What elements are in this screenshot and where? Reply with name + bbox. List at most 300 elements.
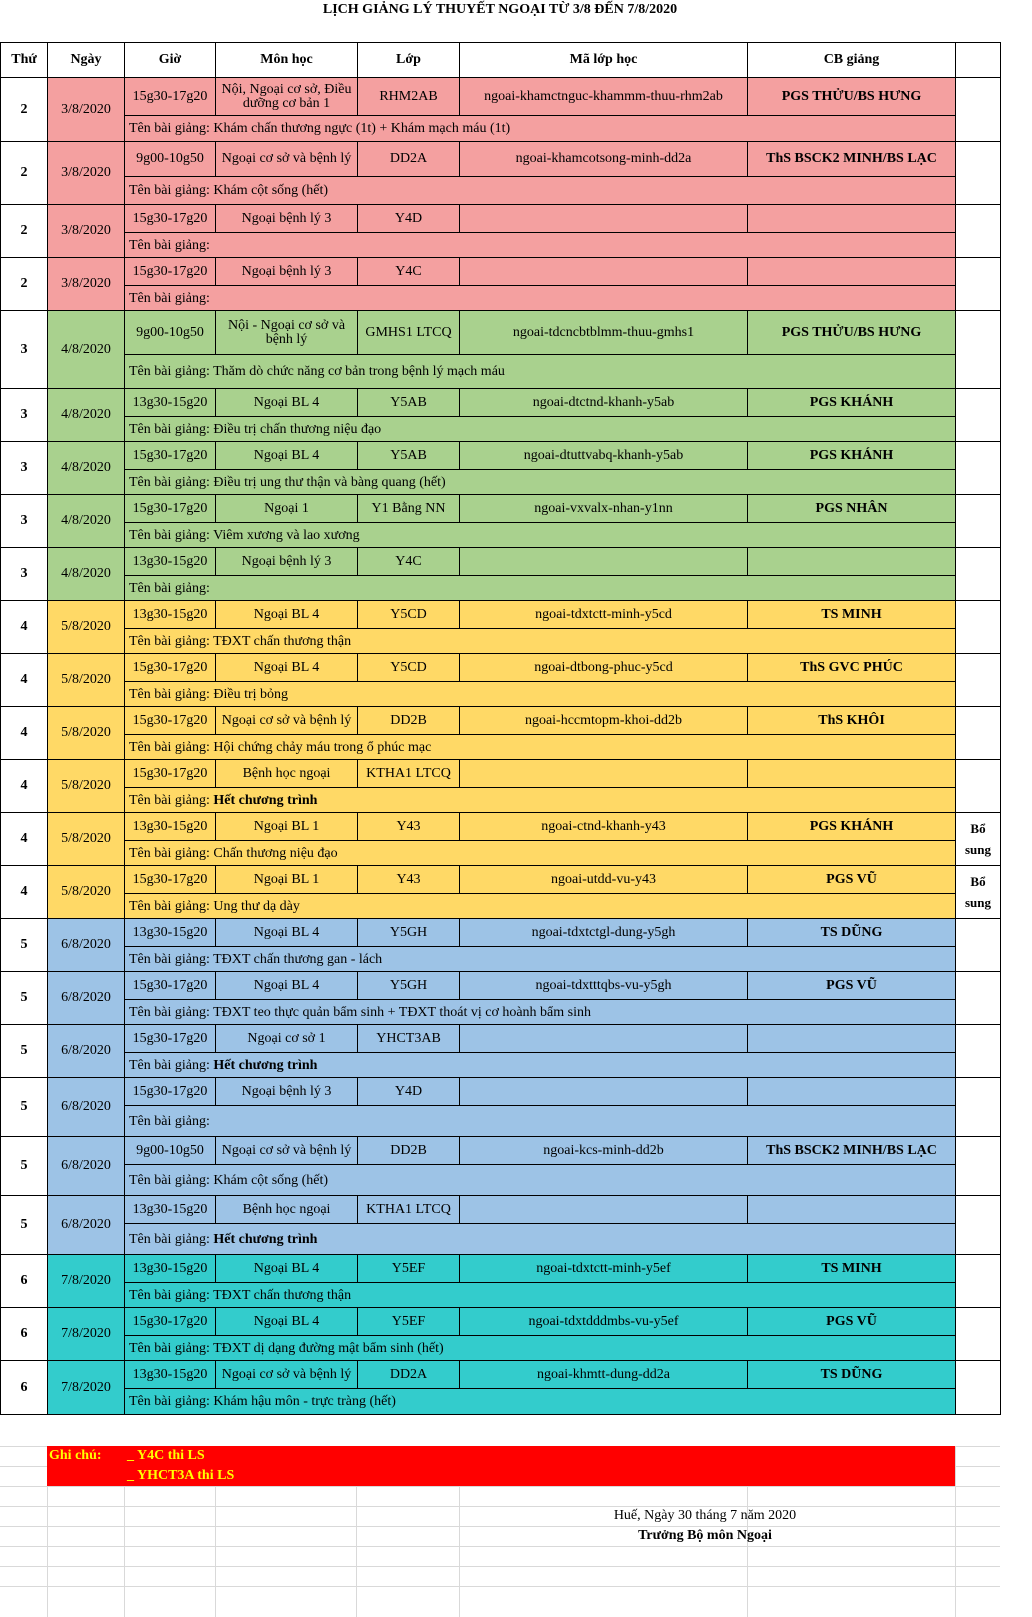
table-row-title	[1, 523, 1001, 548]
cell-ngay: 5/8/2020	[48, 601, 125, 654]
cell-ten-bai-giang	[125, 735, 956, 760]
cell-lop: Y5GH	[358, 919, 460, 947]
cell-note	[956, 1308, 1001, 1361]
note-line-2: _ YHCT3A thi LS	[127, 1468, 235, 1483]
ten-bai-giang-value: Hết chương trình	[213, 792, 318, 808]
note-line-1: _ Y4C thi LS	[127, 1448, 205, 1463]
cell-mon-hoc	[216, 1196, 358, 1224]
ten-bai-giang-value: Ung thư dạ dày	[213, 898, 300, 914]
cell-lop: Y43	[358, 866, 460, 894]
cell-thu: 4	[1, 813, 48, 866]
ten-bai-giang-value: Khám hậu môn - trực tràng (hết)	[213, 1394, 396, 1409]
cell-lop: Y4C	[358, 258, 460, 286]
table-row-title	[1, 116, 1001, 142]
cell-note	[956, 919, 1001, 972]
grid-line	[0, 1506, 1000, 1507]
cell-mon-hoc	[216, 654, 358, 682]
cell-ten-bai-giang	[125, 233, 956, 258]
cell-ma-lop-hoc	[460, 548, 748, 576]
cell-note	[956, 601, 1001, 654]
table-row-title	[1, 1336, 1001, 1361]
cell-ten-bai-giang	[125, 523, 956, 548]
cell-thu: 5	[1, 1137, 48, 1196]
cell-thu: 5	[1, 1078, 48, 1137]
ten-bai-giang-value: Hết chương trình	[213, 1231, 318, 1247]
cell-gio: 15g30-17g20	[125, 205, 216, 233]
table-row	[1, 707, 1001, 735]
cell-ngay: 3/8/2020	[48, 142, 125, 205]
cell-mon-hoc	[216, 258, 358, 286]
cell-thu: 6	[1, 1361, 48, 1415]
cell-lop: KTHA1 LTCQ	[358, 760, 460, 788]
cell-ma-lop-hoc: ngoai-khamctnguc-khammm-thuu-rhm2ab	[460, 78, 748, 116]
cell-lop: Y5CD	[358, 601, 460, 629]
ten-bai-giang-label: Tên bài giảng:	[129, 739, 214, 755]
table-row	[1, 548, 1001, 576]
cell-ngay: 5/8/2020	[48, 707, 125, 760]
cell-gio: 9g00-10g50	[125, 1137, 216, 1165]
cell-thu: 6	[1, 1255, 48, 1308]
grid-line	[955, 1446, 956, 1617]
cell-lop: Y4D	[358, 1078, 460, 1106]
header-lop: Lớp	[358, 43, 460, 78]
cell-mon-hoc-text: Bệnh học ngoại	[242, 1201, 331, 1217]
cell-ten-bai-giang	[125, 1165, 956, 1196]
cell-lop: DD2A	[358, 1361, 460, 1389]
table-row	[1, 142, 1001, 177]
footer-place-date: Huế, Ngày 30 tháng 7 năm 2020	[613, 1508, 797, 1523]
cell-ten-bai-giang	[125, 1053, 956, 1078]
table-row	[1, 601, 1001, 629]
cell-ngay: 5/8/2020	[48, 813, 125, 866]
table-row-title	[1, 233, 1001, 258]
cell-thu: 3	[1, 495, 48, 548]
cell-note	[956, 389, 1001, 442]
cell-mon-hoc-text: Ngoại bệnh lý 3	[241, 210, 332, 226]
cell-mon-hoc-text: Ngoại 1	[264, 500, 309, 516]
cell-mon-hoc-text: Ngoại bệnh lý 3	[241, 263, 332, 279]
cell-ngay: 7/8/2020	[48, 1308, 125, 1361]
cell-ten-bai-giang	[125, 947, 956, 972]
ten-bai-giang-label: Tên bài giảng:	[129, 527, 214, 543]
ten-bai-giang-label: Tên bài giảng:	[129, 364, 214, 379]
cell-cb-giang: TS MINH	[748, 1255, 956, 1283]
table-row	[1, 258, 1001, 286]
cell-lop: RHM2AB	[358, 78, 460, 116]
cell-note	[956, 866, 1001, 919]
ten-bai-giang-label: Tên bài giảng:	[129, 633, 214, 649]
ten-bai-giang-label: Tên bài giảng:	[129, 898, 214, 914]
cell-mon-hoc-text: Ngoại cơ sở và bệnh lý	[221, 1366, 352, 1382]
cell-ten-bai-giang	[125, 894, 956, 919]
cell-gio: 15g30-17g20	[125, 866, 216, 894]
cell-gio: 13g30-15g20	[125, 1361, 216, 1389]
cell-mon-hoc	[216, 866, 358, 894]
ten-bai-giang-value: Khám chấn thương ngực (1t) + Khám mạch máu (1t)	[213, 121, 511, 136]
cell-ngay: 6/8/2020	[48, 919, 125, 972]
cell-gio: 15g30-17g20	[125, 495, 216, 523]
table-row	[1, 919, 1001, 947]
cell-mon-hoc-text: Ngoại BL 4	[253, 447, 320, 463]
ten-bai-giang-value: Điều trị bỏng	[213, 686, 289, 702]
cell-thu: 3	[1, 389, 48, 442]
cell-ten-bai-giang	[125, 1336, 956, 1361]
cell-ma-lop-hoc: ngoai-kcs-minh-dd2b	[460, 1137, 748, 1165]
schedule-table	[0, 42, 1001, 1415]
cell-cb-giang: ThS BSCK2 MINH/BS LẠC	[748, 142, 956, 177]
header-row	[1, 43, 1001, 78]
ten-bai-giang-value: Điều trị ung thư thận và bàng quang (hết)	[213, 474, 446, 490]
cell-thu: 6	[1, 1308, 48, 1361]
cell-mon-hoc-text: Ngoại cơ sở và bệnh lý	[221, 712, 352, 728]
ten-bai-giang-label: Tên bài giảng:	[129, 686, 214, 702]
table-row	[1, 205, 1001, 233]
cell-thu: 2	[1, 258, 48, 311]
ten-bai-giang-value: Hết chương trình	[213, 1057, 318, 1073]
cell-gio: 13g30-15g20	[125, 1255, 216, 1283]
cell-mon-hoc	[216, 1308, 358, 1336]
cell-gio: 15g30-17g20	[125, 442, 216, 470]
cell-gio: 13g30-15g20	[125, 1196, 216, 1224]
cell-cb-giang: PGS KHÁNH	[748, 389, 956, 417]
ten-bai-giang-label: Tên bài giảng:	[129, 845, 214, 861]
cell-ten-bai-giang	[125, 841, 956, 866]
table-row-title	[1, 470, 1001, 495]
cell-thu: 3	[1, 442, 48, 495]
cell-mon-hoc	[216, 972, 358, 1000]
cell-ma-lop-hoc: ngoai-dtuttvabq-khanh-y5ab	[460, 442, 748, 470]
cell-lop: Y5EF	[358, 1255, 460, 1283]
table-row	[1, 866, 1001, 894]
cell-note	[956, 654, 1001, 707]
cell-gio: 15g30-17g20	[125, 972, 216, 1000]
table-row	[1, 311, 1001, 355]
cell-thu: 5	[1, 972, 48, 1025]
cell-lop: Y1 Bằng NN	[358, 495, 460, 523]
cell-lop: DD2B	[358, 707, 460, 735]
cell-ngay: 6/8/2020	[48, 1137, 125, 1196]
ten-bai-giang-value: TĐXT chấn thương thận	[213, 633, 352, 649]
cell-mon-hoc	[216, 1255, 358, 1283]
cell-ngay: 3/8/2020	[48, 78, 125, 142]
header-note	[956, 43, 1001, 78]
cell-ngay: 5/8/2020	[48, 654, 125, 707]
table-row	[1, 78, 1001, 116]
cell-thu: 5	[1, 1025, 48, 1078]
cell-cb-giang: TS DŨNG	[748, 919, 956, 947]
cell-ten-bai-giang	[125, 286, 956, 311]
cell-note	[956, 548, 1001, 601]
table-row	[1, 1308, 1001, 1336]
ten-bai-giang-value: TĐXT chấn thương gan - lách	[213, 951, 383, 967]
cell-lop: YHCT3AB	[358, 1025, 460, 1053]
cell-cb-giang: PGS VŨ	[748, 866, 956, 894]
cell-thu: 4	[1, 707, 48, 760]
cell-note	[956, 1255, 1001, 1308]
cell-ma-lop-hoc: ngoai-tdcncbtblmm-thuu-gmhs1	[460, 311, 748, 355]
cell-mon-hoc-text: Ngoại BL 4	[253, 1260, 320, 1276]
header-cb-giang: CB giảng	[748, 43, 956, 78]
ten-bai-giang-value: Điều trị chấn thương niệu đạo	[213, 421, 382, 437]
cell-mon-hoc	[216, 707, 358, 735]
grid-line	[0, 1486, 1000, 1487]
cell-ngay: 7/8/2020	[48, 1255, 125, 1308]
cell-ngay: 3/8/2020	[48, 258, 125, 311]
cell-mon-hoc-text: Ngoại cơ sở và bệnh lý	[221, 151, 352, 166]
ten-bai-giang-label: Tên bài giảng:	[129, 1231, 214, 1247]
ten-bai-giang-label: Tên bài giảng:	[129, 290, 210, 306]
cell-cb-giang	[748, 1196, 956, 1224]
cell-ngay: 7/8/2020	[48, 1361, 125, 1415]
table-row-title	[1, 576, 1001, 601]
cell-thu: 4	[1, 760, 48, 813]
table-row	[1, 389, 1001, 417]
cell-gio: 13g30-15g20	[125, 548, 216, 576]
cell-ten-bai-giang	[125, 470, 956, 495]
cell-lop: Y4C	[358, 548, 460, 576]
cell-note	[956, 142, 1001, 205]
cell-note	[956, 1196, 1001, 1255]
cell-ma-lop-hoc: ngoai-tdxtdddmbs-vu-y5ef	[460, 1308, 748, 1336]
page-title: LỊCH GIẢNG LÝ THUYẾT NGOẠI TỪ 3/8 ĐẾN 7/8/2020	[322, 2, 678, 17]
cell-gio: 13g30-15g20	[125, 601, 216, 629]
cell-ma-lop-hoc	[460, 1078, 748, 1106]
cell-ten-bai-giang	[125, 417, 956, 442]
table-row	[1, 813, 1001, 841]
cell-lop: DD2A	[358, 142, 460, 177]
cell-ten-bai-giang	[125, 1283, 956, 1308]
cell-mon-hoc	[216, 205, 358, 233]
cell-ngay: 6/8/2020	[48, 1025, 125, 1078]
note-bo-sung: Bổ sung	[964, 821, 992, 857]
cell-note	[956, 707, 1001, 760]
cell-thu: 2	[1, 142, 48, 205]
grid-line	[0, 1546, 1000, 1547]
cell-mon-hoc-text: Ngoại BL 4	[253, 1313, 320, 1329]
cell-cb-giang	[748, 258, 956, 286]
cell-ma-lop-hoc: ngoai-tdxtctgl-dung-y5gh	[460, 919, 748, 947]
cell-mon-hoc	[216, 142, 358, 177]
cell-note	[956, 1025, 1001, 1078]
cell-mon-hoc-text: Ngoại BL 4	[253, 924, 320, 940]
cell-note	[956, 1361, 1001, 1415]
cell-lop: KTHA1 LTCQ	[358, 1196, 460, 1224]
cell-mon-hoc	[216, 495, 358, 523]
ten-bai-giang-label: Tên bài giảng:	[129, 792, 214, 808]
cell-mon-hoc-text: Bệnh học ngoại	[242, 765, 331, 781]
cell-ten-bai-giang	[125, 177, 956, 205]
cell-mon-hoc-text: Ngoại BL 1	[253, 818, 320, 834]
cell-gio: 15g30-17g20	[125, 760, 216, 788]
cell-cb-giang	[748, 205, 956, 233]
table-row	[1, 1361, 1001, 1389]
note-bo-sung: Bổ sung	[964, 874, 992, 910]
cell-ma-lop-hoc	[460, 760, 748, 788]
ten-bai-giang-value: Khám cột sống (hết)	[213, 1172, 329, 1188]
cell-gio: 15g30-17g20	[125, 258, 216, 286]
cell-mon-hoc	[216, 1137, 358, 1165]
cell-ten-bai-giang	[125, 1224, 956, 1255]
cell-lop: Y4D	[358, 205, 460, 233]
cell-ma-lop-hoc: ngoai-khmtt-dung-dd2a	[460, 1361, 748, 1389]
cell-ngay: 6/8/2020	[48, 1078, 125, 1137]
cell-ten-bai-giang	[125, 629, 956, 654]
cell-mon-hoc-text: Ngoại BL 1	[253, 871, 320, 887]
cell-gio: 15g30-17g20	[125, 1308, 216, 1336]
ten-bai-giang-label: Tên bài giảng:	[129, 951, 214, 967]
cell-cb-giang	[748, 1025, 956, 1053]
ten-bai-giang-label: Tên bài giảng:	[129, 1113, 210, 1129]
cell-cb-giang: PGS KHÁNH	[748, 442, 956, 470]
cell-mon-hoc-text: Nội, Ngoại cơ sở, Điều dưỡng cơ bản 1	[221, 81, 352, 111]
table-row	[1, 1137, 1001, 1165]
cell-ma-lop-hoc: ngoai-utdd-vu-y43	[460, 866, 748, 894]
table-row-title	[1, 629, 1001, 654]
ten-bai-giang-value: Chấn thương niệu đạo	[213, 845, 338, 861]
grid-line	[0, 1566, 1000, 1567]
cell-cb-giang: ThS BSCK2 MINH/BS LẠC	[748, 1137, 956, 1165]
cell-cb-giang	[748, 548, 956, 576]
table-row	[1, 972, 1001, 1000]
cell-ma-lop-hoc: ngoai-tdxtttqbs-vu-y5gh	[460, 972, 748, 1000]
cell-ma-lop-hoc	[460, 205, 748, 233]
ten-bai-giang-value: Thăm dò chức năng cơ bản trong bệnh lý mạch máu	[213, 364, 505, 379]
cell-ten-bai-giang	[125, 1106, 956, 1137]
cell-note	[956, 1137, 1001, 1196]
cell-note	[956, 495, 1001, 548]
cell-ma-lop-hoc	[460, 1025, 748, 1053]
cell-ten-bai-giang	[125, 576, 956, 601]
table-row-title	[1, 1000, 1001, 1025]
cell-lop: Y5EF	[358, 1308, 460, 1336]
cell-note	[956, 1078, 1001, 1137]
cell-cb-giang: PGS NHÂN	[748, 495, 956, 523]
cell-ma-lop-hoc: ngoai-tdxtctt-minh-y5cd	[460, 601, 748, 629]
cell-note	[956, 258, 1001, 311]
cell-ngay: 4/8/2020	[48, 389, 125, 442]
ten-bai-giang-label: Tên bài giảng:	[129, 474, 214, 490]
cell-mon-hoc	[216, 311, 358, 355]
cell-gio: 15g30-17g20	[125, 654, 216, 682]
cell-cb-giang: ThS KHÔI	[748, 707, 956, 735]
cell-lop: Y5GH	[358, 972, 460, 1000]
cell-ngay: 6/8/2020	[48, 1196, 125, 1255]
cell-ten-bai-giang	[125, 355, 956, 389]
table-row	[1, 760, 1001, 788]
ten-bai-giang-label: Tên bài giảng:	[129, 1172, 214, 1188]
cell-mon-hoc	[216, 813, 358, 841]
cell-thu: 4	[1, 601, 48, 654]
cell-note	[956, 205, 1001, 258]
cell-ngay: 6/8/2020	[48, 972, 125, 1025]
ten-bai-giang-value: TĐXT dị dạng đường mật bẩm sinh (hết)	[213, 1340, 444, 1356]
table-row	[1, 1196, 1001, 1224]
table-row-title	[1, 355, 1001, 389]
table-row-title	[1, 682, 1001, 707]
cell-gio: 9g00-10g50	[125, 142, 216, 177]
cell-mon-hoc	[216, 442, 358, 470]
cell-lop: Y43	[358, 813, 460, 841]
cell-ma-lop-hoc: ngoai-hccmtopm-khoi-dd2b	[460, 707, 748, 735]
cell-mon-hoc-text: Ngoại bệnh lý 3	[241, 1083, 332, 1099]
cell-gio: 13g30-15g20	[125, 389, 216, 417]
cell-cb-giang: PGS VŨ	[748, 972, 956, 1000]
cell-cb-giang	[748, 1078, 956, 1106]
cell-mon-hoc	[216, 1025, 358, 1053]
table-row-title	[1, 417, 1001, 442]
cell-cb-giang: PGS VŨ	[748, 1308, 956, 1336]
cell-ngay: 4/8/2020	[48, 548, 125, 601]
ten-bai-giang-label: Tên bài giảng:	[129, 121, 214, 136]
cell-gio: 9g00-10g50	[125, 311, 216, 355]
cell-note	[956, 442, 1001, 495]
cell-thu: 2	[1, 205, 48, 258]
cell-cb-giang: ThS GVC PHÚC	[748, 654, 956, 682]
cell-cb-giang: TS DŨNG	[748, 1361, 956, 1389]
table-row-title	[1, 841, 1001, 866]
cell-ten-bai-giang	[125, 1389, 956, 1415]
table-row-title	[1, 735, 1001, 760]
table-row-title	[1, 1389, 1001, 1415]
ten-bai-giang-value: TĐXT teo thực quản bẩm sinh + TĐXT thoát vị cơ hoành bẩm sinh	[213, 1004, 591, 1020]
cell-gio: 13g30-15g20	[125, 813, 216, 841]
table-row-title	[1, 1283, 1001, 1308]
ten-bai-giang-label: Tên bài giảng:	[129, 580, 210, 596]
cell-mon-hoc	[216, 1078, 358, 1106]
cell-gio: 13g30-15g20	[125, 919, 216, 947]
ten-bai-giang-label: Tên bài giảng:	[129, 237, 210, 253]
cell-mon-hoc	[216, 601, 358, 629]
cell-mon-hoc	[216, 548, 358, 576]
cell-thu: 3	[1, 311, 48, 389]
ten-bai-giang-label: Tên bài giảng:	[129, 1057, 214, 1073]
ten-bai-giang-value: Viêm xương và lao xương	[213, 527, 360, 543]
cell-cb-giang: PGS KHÁNH	[748, 813, 956, 841]
ten-bai-giang-value: Khám cột sống (hết)	[213, 183, 329, 198]
table-row-title	[1, 788, 1001, 813]
cell-ngay: 4/8/2020	[48, 442, 125, 495]
table-row	[1, 1078, 1001, 1106]
table-row	[1, 654, 1001, 682]
cell-ten-bai-giang	[125, 116, 956, 142]
cell-mon-hoc-text: Ngoại BL 4	[253, 606, 320, 622]
cell-mon-hoc-text: Ngoại BL 4	[253, 659, 320, 675]
ten-bai-giang-value: TĐXT chấn thương thận	[213, 1287, 352, 1303]
cell-gio: 15g30-17g20	[125, 1078, 216, 1106]
table-row	[1, 442, 1001, 470]
ten-bai-giang-label: Tên bài giảng:	[129, 1004, 214, 1020]
cell-cb-giang: TS MINH	[748, 601, 956, 629]
cell-ma-lop-hoc	[460, 1196, 748, 1224]
cell-lop: DD2B	[358, 1137, 460, 1165]
ten-bai-giang-label: Tên bài giảng:	[129, 421, 214, 437]
cell-mon-hoc-text: Nội - Ngoại cơ sở và bệnh lý	[227, 317, 346, 347]
cell-ngay: 5/8/2020	[48, 760, 125, 813]
cell-ngay: 4/8/2020	[48, 495, 125, 548]
cell-gio: 15g30-17g20	[125, 707, 216, 735]
cell-ma-lop-hoc: ngoai-dtbong-phuc-y5cd	[460, 654, 748, 682]
grid-line	[0, 1526, 1000, 1527]
note-label: Ghi chú:	[49, 1448, 102, 1463]
cell-ngay: 5/8/2020	[48, 866, 125, 919]
cell-thu: 5	[1, 1196, 48, 1255]
cell-cb-giang: PGS THỬU/BS HƯNG	[748, 78, 956, 116]
table-row-title	[1, 177, 1001, 205]
grid-line	[0, 1586, 1000, 1587]
cell-thu: 3	[1, 548, 48, 601]
cell-lop: GMHS1 LTCQ	[358, 311, 460, 355]
cell-note	[956, 78, 1001, 142]
